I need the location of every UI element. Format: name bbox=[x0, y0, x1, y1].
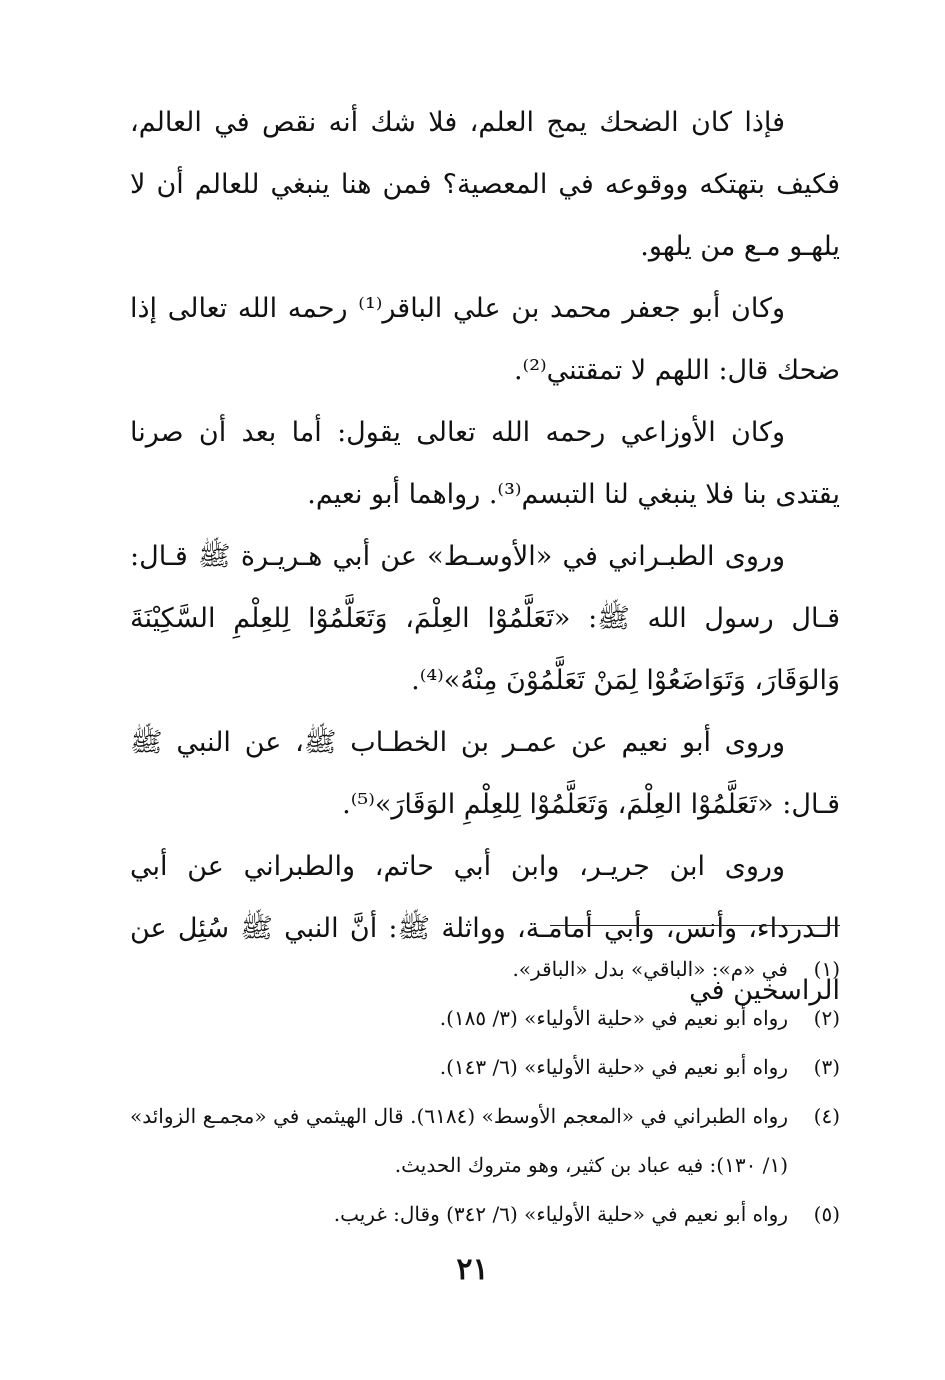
footnote-text: رواه أبو نعيم في «حلية الأولياء» (٦/ ٣٤٢) وقال: غريب. bbox=[333, 1202, 788, 1226]
footnote-text: رواه الطبراني في «المعجم الأوسط» (٦١٨٤). قال الهيثمي في «مجمـع الزوائد» (١/ ١٣٠): فيه عباد بن كثير، وهو متروك الحديث. bbox=[130, 1104, 788, 1177]
footnotes bbox=[130, 945, 840, 1239]
footnote-text: رواه أبو نعيم في «حلية الأولياء» (٦/ ١٤٣). bbox=[439, 1055, 788, 1079]
footnote bbox=[130, 994, 840, 1043]
main-text bbox=[130, 92, 840, 1022]
footnote-separator bbox=[550, 925, 840, 926]
footnote-text: رواه أبو نعيم في «حلية الأولياء» (٣/ ١٨٥). bbox=[439, 1006, 788, 1030]
footnote-number: (٣) bbox=[813, 1055, 840, 1079]
footnote bbox=[130, 945, 840, 994]
paragraph: وروى الطبـراني في «الأوسـط» عن أبي هـريـرة ﷺ قـال: قـال رسول الله ﷺ: «تَعَلَّمُوْا العِلْمَ، وَتَعَلَّمُوْا لِلعِلْمِ السَّكِيْنَةَ وَالوَقَارَ، وَتَوَاضَعُوْا لِمَنْ تَعَلَّمُوْنَ مِنْهُ»⁽⁴⁾. bbox=[130, 541, 840, 696]
footnote-text: في «م»: «الباقي» بدل «الباقر». bbox=[512, 957, 788, 981]
footnote bbox=[130, 1190, 840, 1239]
page-number: ٢١ bbox=[456, 1252, 489, 1287]
paragraph: وكان أبو جعفر محمد بن علي الباقر⁽¹⁾ رحمه الله تعالى إذا ضحك قال: اللهم لا تمقتني⁽²⁾. bbox=[130, 293, 840, 386]
footnote-number: (٥) bbox=[813, 1202, 840, 1226]
paragraph: وروى أبو نعيم عن عمـر بن الخطـاب ﷺ، عن النبي ﷺ قـال: «تَعَلَّمُوْا العِلْمَ، وَتَعَلَّمُوْا لِلعِلْمِ الوَقَارَ»⁽⁵⁾. bbox=[130, 727, 840, 820]
paragraph: وكان الأوزاعي رحمه الله تعالى يقول: أما بعد أن صرنا يقتدى بنا فلا ينبغي لنا التبسم⁽³⁾. رواهما أبو نعيم. bbox=[130, 417, 840, 510]
paragraph: وروى ابن جريـر، وابن أبي حاتم، والطبراني عن أبي الـدرداء، وأنس، وأبي أمامـة، وواثلة ﷺ: أنَّ النبي ﷺ سُئِل عن الراسخين في bbox=[130, 851, 840, 1006]
paragraph: فإذا كان الضحك يمج العلم، فلا شك أنه نقص في العالم، فكيف بتهتكه ووقوعه في المعصية؟ فمن هنا ينبغي للعالم أن لا يلهـو مـع من يلهو. bbox=[130, 107, 840, 262]
footnote-number: (٢) bbox=[813, 1006, 840, 1030]
footnote bbox=[130, 1043, 840, 1092]
footnote-number: (٤) bbox=[813, 1104, 840, 1128]
footnote bbox=[130, 1092, 840, 1190]
footnote-number: (١) bbox=[813, 957, 840, 981]
